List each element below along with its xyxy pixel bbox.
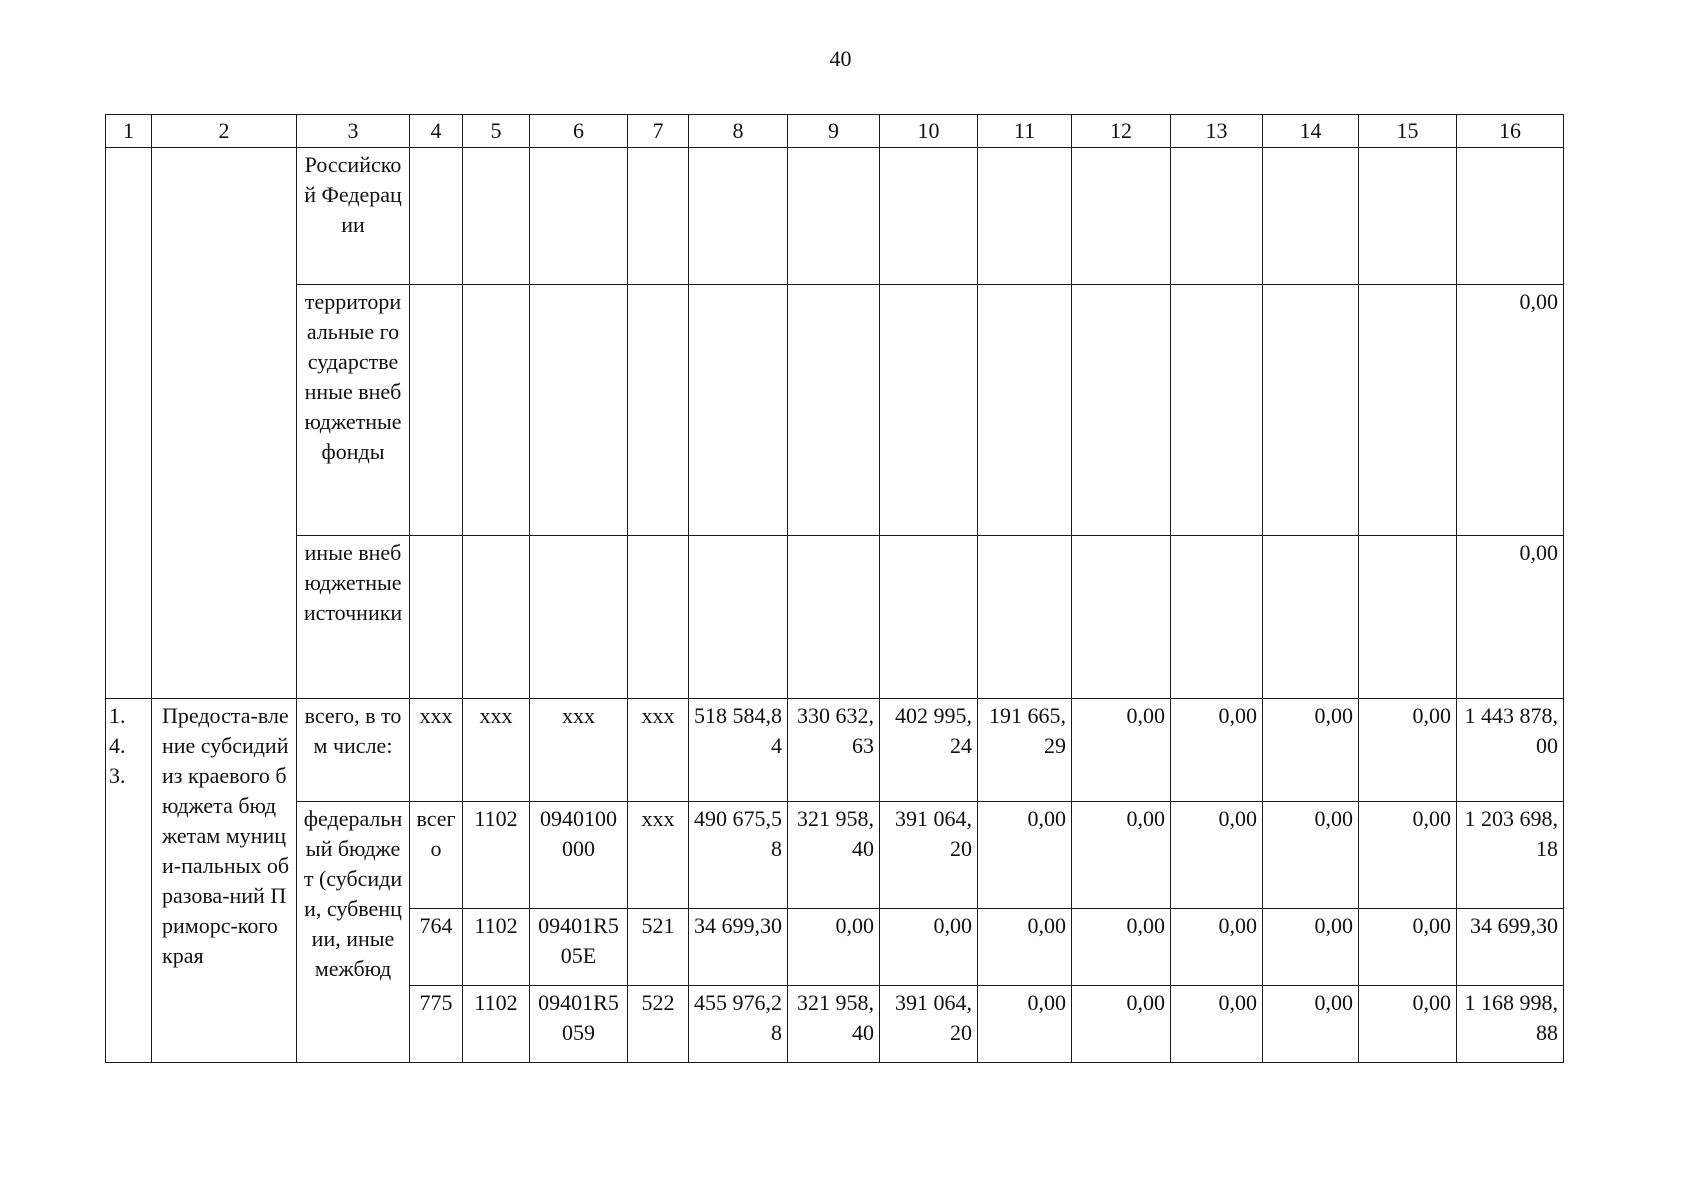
- table-row-total: [106, 699, 1564, 802]
- cell-col-14: 0,00: [1263, 699, 1359, 802]
- cell-empty: [689, 285, 788, 536]
- cell-col-13: 0,00: [1171, 909, 1263, 986]
- source-label: иные внебюджетные источники: [297, 536, 410, 699]
- header-cell: 11: [978, 115, 1072, 148]
- cell-col-6: 09401R5059: [530, 986, 628, 1063]
- cell-col-16: 1 443 878,00: [1457, 699, 1564, 802]
- cell-col-14: 0,00: [1263, 909, 1359, 986]
- cell-col-11: 0,00: [978, 802, 1072, 909]
- source-label: всего, в том числе:: [297, 699, 410, 802]
- cell-empty: [1171, 285, 1263, 536]
- cell-col-12: 0,00: [1072, 986, 1171, 1063]
- cell-col-10: 402 995,24: [880, 699, 978, 802]
- cell-empty: [628, 148, 689, 285]
- cell-empty: [978, 285, 1072, 536]
- cell-empty: [628, 285, 689, 536]
- cell-col-10: 0,00: [880, 909, 978, 986]
- cell-empty: [1359, 148, 1457, 285]
- cell-empty: [1072, 148, 1171, 285]
- cell-empty: [1359, 285, 1457, 536]
- cell-empty: [1171, 148, 1263, 285]
- cell-col-16: 1 168 998,88: [1457, 986, 1564, 1063]
- cell-col-6: 0940100000: [530, 802, 628, 909]
- cell-col-12: 0,00: [1072, 699, 1171, 802]
- cell-total-16: 0,00: [1457, 285, 1564, 536]
- cell-empty: [463, 285, 530, 536]
- cell-empty: [1359, 536, 1457, 699]
- header-cell: 8: [689, 115, 788, 148]
- cell-col-8: 490 675,58: [689, 802, 788, 909]
- table-row-territorial-funds: [106, 285, 1564, 536]
- cell-col-8: 518 584,84: [689, 699, 788, 802]
- header-cell: 4: [410, 115, 463, 148]
- table-row-federal-budget: [106, 802, 1564, 909]
- cell-col-5: ххх: [463, 699, 530, 802]
- cell-empty: [880, 285, 978, 536]
- cell-empty: [1171, 536, 1263, 699]
- cell-empty: [628, 536, 689, 699]
- cell-col-4: ххх: [410, 699, 463, 802]
- header-cell: 16: [1457, 115, 1564, 148]
- source-label: Российской Федерации: [297, 148, 410, 285]
- cell-empty: [530, 536, 628, 699]
- table-row-other-sources: [106, 536, 1564, 699]
- cell-empty: [978, 148, 1072, 285]
- cell-col-6: 09401R505E: [530, 909, 628, 986]
- cell-col-11: 0,00: [978, 909, 1072, 986]
- cell-col-7: 521: [628, 909, 689, 986]
- budget-table: [105, 114, 1564, 1063]
- cell-empty: [1263, 536, 1359, 699]
- cell-empty: [410, 536, 463, 699]
- cell-col-13: 0,00: [1171, 699, 1263, 802]
- cell-empty: [880, 148, 978, 285]
- source-label: территориальные государственные внебюджетные фонды: [297, 285, 410, 536]
- header-cell: 6: [530, 115, 628, 148]
- header-cell: 1: [106, 115, 152, 148]
- cell-col-13: 0,00: [1171, 802, 1263, 909]
- header-cell: 2: [152, 115, 297, 148]
- cell-col-4: 775: [410, 986, 463, 1063]
- header-cell: 13: [1171, 115, 1263, 148]
- header-cell: 15: [1359, 115, 1457, 148]
- cell-empty: [463, 148, 530, 285]
- cell-col-11: 191 665,29: [978, 699, 1072, 802]
- cell-empty: [978, 536, 1072, 699]
- cell-empty: [1263, 285, 1359, 536]
- cell-col-4: всего: [410, 802, 463, 909]
- cell-col-12: 0,00: [1072, 802, 1171, 909]
- cell-empty: [530, 148, 628, 285]
- header-cell: 14: [1263, 115, 1359, 148]
- header-cell: 10: [880, 115, 978, 148]
- cell-col-14: 0,00: [1263, 986, 1359, 1063]
- cell-col-9: 0,00: [788, 909, 880, 986]
- cell-col-5: 1102: [463, 986, 530, 1063]
- source-label: федеральный бюджет (субсидии, субвенции, иные межбюд: [297, 802, 410, 1063]
- cell-empty: [530, 285, 628, 536]
- header-cell: 5: [463, 115, 530, 148]
- cell-col-7: 522: [628, 986, 689, 1063]
- cell-col-7: ххх: [628, 699, 689, 802]
- cell-col-8: 455 976,28: [689, 986, 788, 1063]
- page-number: 40: [829, 46, 852, 71]
- cell-col-15: 0,00: [1359, 986, 1457, 1063]
- cell-col-14: 0,00: [1263, 802, 1359, 909]
- cell-empty: [410, 148, 463, 285]
- cell-col-15: 0,00: [1359, 909, 1457, 986]
- cell-col-13: 0,00: [1171, 986, 1263, 1063]
- cell-col-4: 764: [410, 909, 463, 986]
- cell-col-16: 1 203 698,18: [1457, 802, 1564, 909]
- item-number: [106, 699, 152, 1063]
- cell-col-9: 321 958,40: [788, 986, 880, 1063]
- cell-col-6: ххх: [530, 699, 628, 802]
- cell-total-16: 0,00: [1457, 536, 1564, 699]
- cell-col-10: 391 064,20: [880, 802, 978, 909]
- cell-col-8: 34 699,30: [689, 909, 788, 986]
- cell-col-12: 0,00: [1072, 909, 1171, 986]
- cell-col-15: 0,00: [1359, 699, 1457, 802]
- cell-empty: [788, 148, 880, 285]
- cell-empty: [880, 536, 978, 699]
- cell-empty: [1263, 148, 1359, 285]
- item-description: Предоста-вление субсидий из краевого бюджета бюджетам муници-пальных образова-ний Приморс-кого края: [152, 699, 297, 1063]
- cell-empty: [1072, 285, 1171, 536]
- cell-col-5: 1102: [463, 909, 530, 986]
- cell-col-10: 391 064,20: [880, 986, 978, 1063]
- cell-col-7: ххх: [628, 802, 689, 909]
- cell-empty: [410, 285, 463, 536]
- cell-empty: [1457, 148, 1564, 285]
- table-row-russian-federation: [106, 148, 1564, 285]
- cell-empty: [1072, 536, 1171, 699]
- cell-col-16: 34 699,30: [1457, 909, 1564, 986]
- cell-col-9: 321 958,40: [788, 802, 880, 909]
- cell-empty: [689, 536, 788, 699]
- header-row: [106, 115, 1564, 148]
- item-number-text: 1.4.3.: [109, 703, 126, 788]
- cell-empty: [788, 536, 880, 699]
- header-cell: 7: [628, 115, 689, 148]
- cell-empty: [152, 148, 297, 699]
- header-cell: 9: [788, 115, 880, 148]
- cell-col-9: 330 632,63: [788, 699, 880, 802]
- cell-empty: [788, 285, 880, 536]
- cell-empty: [463, 536, 530, 699]
- cell-empty: [689, 148, 788, 285]
- cell-empty: [106, 148, 152, 699]
- cell-col-11: 0,00: [978, 986, 1072, 1063]
- header-cell: 12: [1072, 115, 1171, 148]
- cell-col-15: 0,00: [1359, 802, 1457, 909]
- header-cell: 3: [297, 115, 410, 148]
- cell-col-5: 1102: [463, 802, 530, 909]
